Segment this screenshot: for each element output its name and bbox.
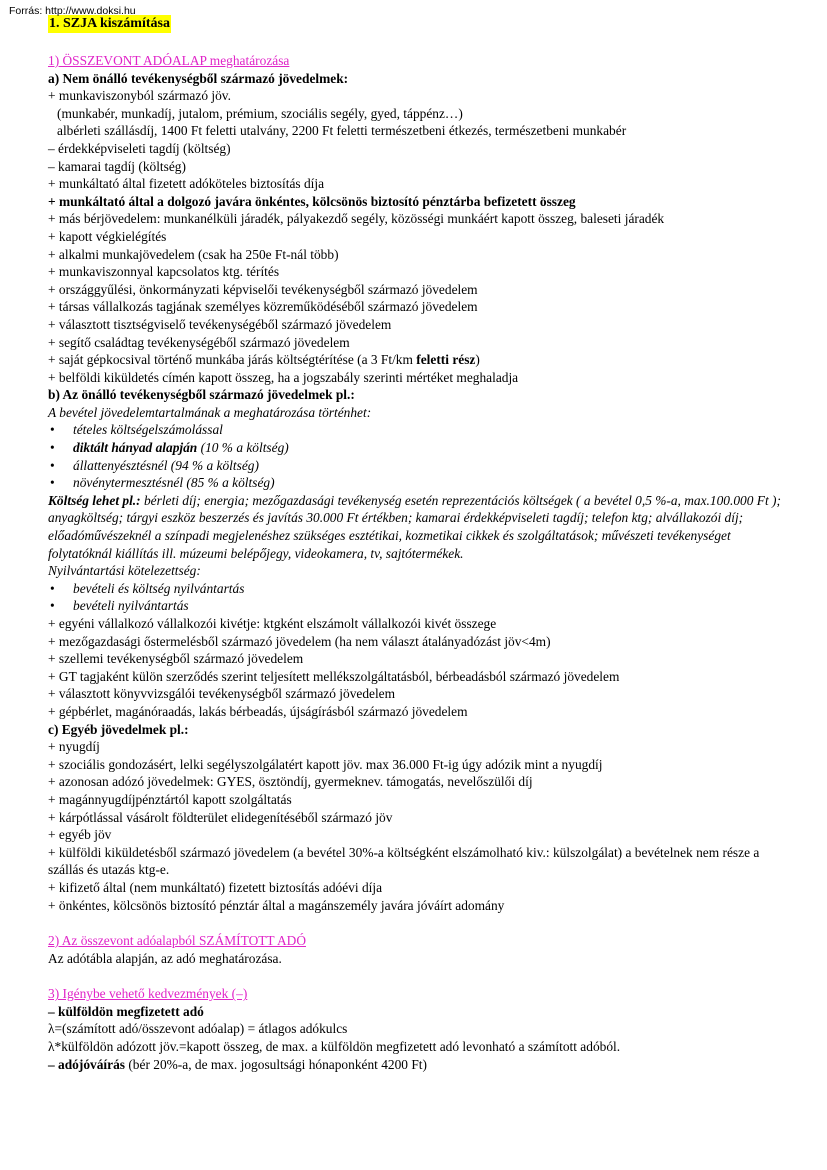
list-item: – kamarai tagdíj (költség) [48,158,186,174]
cost-text: bérleti díj; energia; mezőgazdasági tevékenység esetén reprezentációs költségek ( a bevétel 0,5 %-a, max.100.000 Ft ); anyagköltség; tárgyi eszköz beszerzés és javítás 30.000 Ft értékben; kamarai érdekképviseleti tagdíj; telefon ktg; alvállakozói díj; előadóművészeknél a színpadi megjelenéshez szükséges esztétikai, kozmetikai cikkek és szolgáltatások; művészeti tevékenységet folytatóknál kiállítás ill. múzeumi belépőjegy, videokamera, tv, sajtótermékek. [48,492,781,561]
list-item: + magánnyugdíjpénztártól kapott szolgáltatás [48,791,292,807]
list-item: + külföldi kiküldetésből származó jövedelem (a bevétel 30%-a költségként elszámolható kiv.: külszolgálat) a bevételnek nem része a szállás és utazás ktg-e. [48,844,760,878]
list-item-bold: + munkáltató által a dolgozó javára önkéntes, kölcsönös biztosító pénztárba befizetett összeg [48,193,576,209]
subsection-c-title: c) Egyéb jövedelmek pl.: [48,721,189,737]
list-item: + kárpótlással vásárolt földterület elidegenítéséből származó jöv [48,809,393,825]
tax-credit-label: – adójóváírás [48,1056,125,1072]
section-3-heading: 3) Igénybe vehető kedvezmények (–) [48,986,248,1002]
bullet-item: • bevételi nyilvántartás [48,597,788,615]
cost-paragraph [48,492,788,562]
list-item: + önkéntes, kölcsönös biztosító pénztár által a magánszemély javára jóváírt adomány [48,897,505,913]
record-title: Nyilvántartási kötelezettség: [48,563,201,579]
list-item: + alkalmi munkajövedelem (csak ha 250e Ft-nál több) [48,246,339,262]
list-item: + más bérjövedelem: munkanélküli járadék, pályakezdő segély, közösségi munkáért kapott összeg, baleseti járadék [48,211,665,227]
list-item: + társas vállalkozás tagjának személyes közreműködéséből származó jövedelem [48,299,478,315]
list-item: + szellemi tevékenységből származó jövedelem [48,651,304,667]
list-item: + segítő családtag tevékenységéből származó jövedelem [48,334,350,350]
car-text-bold: feletti rész [416,352,476,368]
section-3-formula: λ*külföldön adózott jöv.=kapott összeg, de max. a külföldön megfizetett adó levonható a számított adóból. [48,1039,621,1055]
list-item: + szociális gondozásért, lelki segélyszolgálatért kapott jöv. max 36.000 Ft-ig úgy adózik mint a nyugdíj [48,756,603,772]
section-3-item [48,1056,788,1074]
list-item: + mezőgazdasági őstermelésből származó jövedelem (ha nem választ átalányadózást jöv<4m) [48,633,551,649]
section-3-formula: λ=(számított adó/összevont adóalap) = átlagos adókulcs [48,1021,348,1037]
bullet-item: • tételes költségelszámolással [48,421,788,439]
list-item: + választott tisztségviselő tevékenységéből származó jövedelem [48,316,392,332]
list-item: + munkáltató által fizetett adóköteles biztosítás díja [48,176,325,192]
subsection-a-title: a) Nem önálló tevékenységből származó jövedelmek: [48,70,349,86]
list-item: + választott könyvvizsgálói tevékenységből származó jövedelem [48,686,396,702]
section-1-heading: 1) ÖSSZEVONT ADÓALAP meghatározása [48,53,290,68]
bullet-bold: diktált hányad alapján [73,440,198,456]
list-item-car [48,351,788,369]
section-3-item: – külföldön megfizetett adó [48,1003,204,1019]
list-item: (munkabér, munkadíj, jutalom, prémium, szociális segély, gyed, táppénz…) [57,105,463,121]
car-text-end: ) [475,352,480,368]
bullet-item: • állattenyésztésnél (94 % a költség) [48,457,788,475]
source-url: Forrás: http://www.doksi.hu [9,5,136,17]
car-text: + saját gépkocsival történő munkába járás költségtérítése (a 3 Ft/km [48,352,417,368]
list-item: albérleti szállásdíj, 1400 Ft feletti utalvány, 2200 Ft feletti természetbeni étkezés, természetbeni munkabér [57,123,627,139]
bullet-rest: (10 % a költség) [197,440,289,456]
list-item: + belföldi kiküldetés címén kapott összeg, ha a jogszabály szerinti mértéket meghaladja [48,369,519,385]
list-item: + egyéb jöv [48,827,112,843]
document-body [48,52,788,1073]
list-item: + azonosan adózó jövedelmek: GYES, ösztöndíj, gyermeknev. támogatás, nevelőszülői díj [48,774,533,790]
list-item: + gépbérlet, magánóraadás, lakás bérbeadás, újságírásból származó jövedelem [48,703,468,719]
section-2-heading: 2) Az összevont adóalapból SZÁMÍTOTT ADÓ [48,933,306,949]
section-2-text: Az adótábla alapján, az adó meghatározása. [48,950,282,966]
bullet-item [48,439,788,457]
bullet-item: • növénytermesztésnél (85 % a költség) [48,474,788,492]
list-item: + kapott végkielégítés [48,228,167,244]
list-item: – érdekképviseleti tagdíj (költség) [48,140,231,156]
list-item: + nyugdíj [48,739,100,755]
subsection-b-title: b) Az önálló tevékenységből származó jövedelmek pl.: [48,387,355,403]
b-intro: A bevétel jövedelemtartalmának a meghatározása történhet: [48,404,372,420]
bullet-item: • bevételi és költség nyilvántartás [48,580,788,598]
cost-label: Költség lehet pl.: [48,492,141,508]
page-title: 1. SZJA kiszámítása [49,16,170,31]
list-item: + GT tagjaként külön szerződés szerint teljesített mellékszolgáltatásból, bérbeadásból származó jövedelem [48,668,620,684]
list-item: + egyéni vállalkozó vállalkozói kivétje: ktgként elszámolt vállalkozói kivét összege [48,616,497,631]
list-item: + országgyűlési, önkormányzati képviselői tevékenységből származó jövedelem [48,281,478,297]
list-item: + kifizető által (nem munkáltató) fizetett biztosítás adóévi díja [48,879,383,895]
list-item: + munkaviszonyból származó jöv. [48,88,231,104]
list-item: + munkaviszonnyal kapcsolatos ktg. térítés [48,264,280,280]
tax-credit-text: (bér 20%-a, de max. jogosultsági hónaponként 4200 Ft) [125,1056,427,1072]
